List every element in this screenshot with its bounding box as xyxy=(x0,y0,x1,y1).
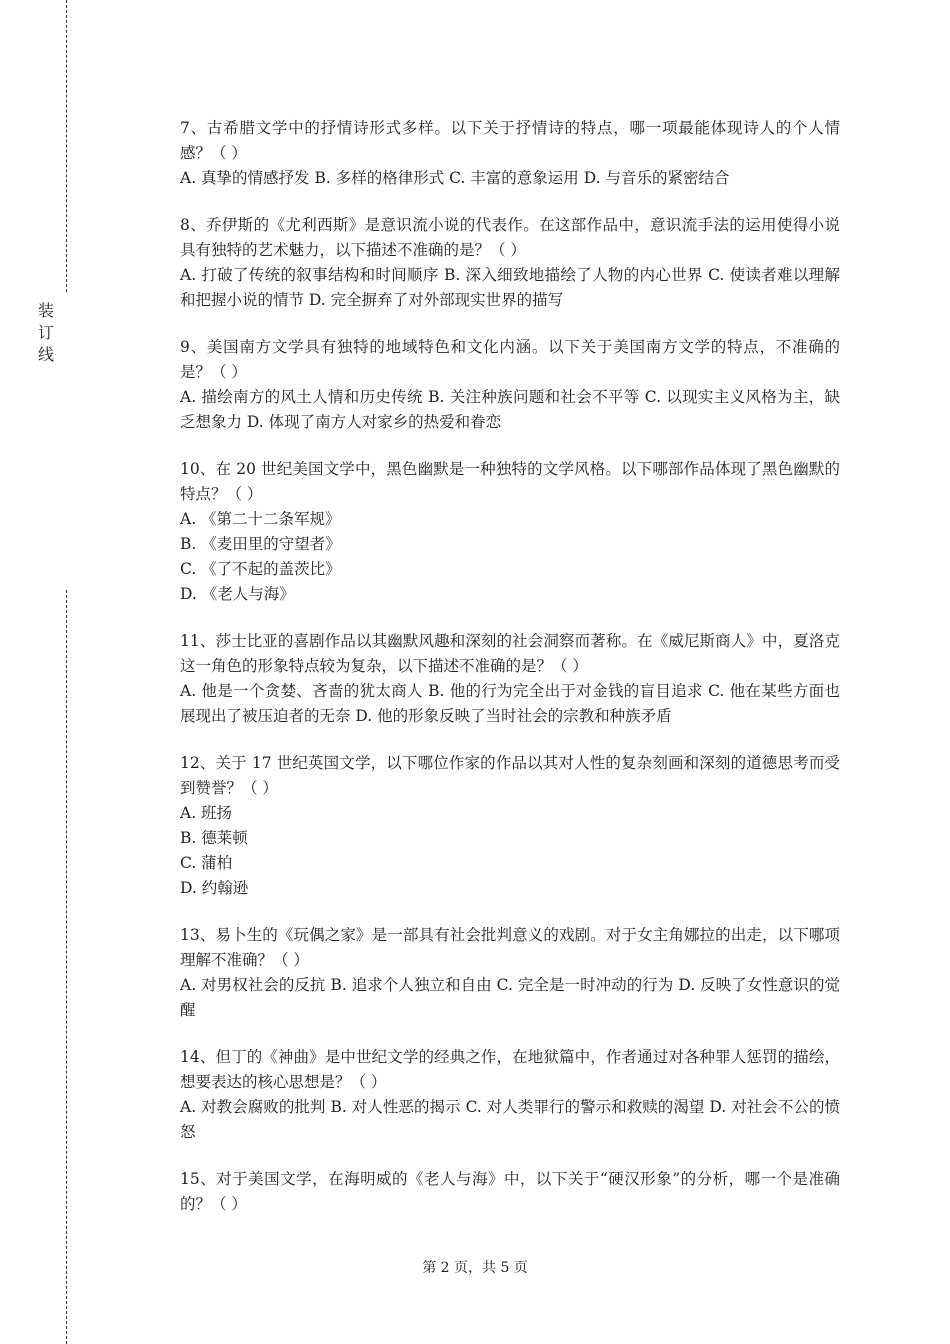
question-options: A. 对男权社会的反抗 B. 追求个人独立和自由 C. 完全是一时冲动的行为 D. 反映了女性意识的觉醒 xyxy=(180,976,840,1019)
question-options: A. 描绘南方的风土人情和历史传统 B. 关注种族问题和社会不平等 C. 以现实主义风格为主，缺乏想象力 D. 体现了南方人对家乡的热爱和眷恋 xyxy=(180,388,840,431)
question-stem: 8、乔伊斯的《尤利西斯》是意识流小说的代表作。在这部作品中，意识流手法的运用使得小说具有独特的艺术魅力，以下描述不准确的是？（ ） xyxy=(180,216,840,259)
option-a: A. 班扬 xyxy=(180,804,233,822)
binding-dashed-line-top xyxy=(66,0,67,292)
question-options: A. 他是一个贪婪、吝啬的犹太商人 B. 他的行为完全出于对金钱的盲目追求 C. 他在某些方面也展现出了被压迫者的无奈 D. 他的形象反映了当时社会的宗教和种族矛盾 xyxy=(180,682,840,725)
question-11 xyxy=(180,629,840,729)
question-7 xyxy=(180,116,840,191)
page-footer: 第 2 页，共 5 页 xyxy=(422,1260,528,1276)
option-a: A. 《第二十二条军规》 xyxy=(180,510,341,528)
question-stem: 11、莎士比亚的喜剧作品以其幽默风趣和深刻的社会洞察而著称。在《威尼斯商人》中，夏洛克这一角色的形象特点较为复杂，以下描述不准确的是？（ ） xyxy=(180,632,840,675)
option-d: D. 约翰逊 xyxy=(180,879,249,897)
question-10 xyxy=(180,457,840,607)
question-options: A. 真挚的情感抒发 B. 多样的格律形式 C. 丰富的意象运用 D. 与音乐的紧密结合 xyxy=(180,169,730,187)
question-stem: 7、古希腊文学中的抒情诗形式多样。以下关于抒情诗的特点，哪一项最能体现诗人的个人情感？（ ） xyxy=(180,119,840,162)
question-options: A. 打破了传统的叙事结构和时间顺序 B. 深入细致地描绘了人物的内心世界 C. 使读者难以理解和把握小说的情节 D. 完全摒弃了对外部现实世界的描写 xyxy=(180,266,840,309)
binding-dashed-line-bottom xyxy=(66,590,67,1344)
question-8 xyxy=(180,213,840,313)
question-stem: 10、在 20 世纪美国文学中，黑色幽默是一种独特的文学风格。以下哪部作品体现了黑色幽默的特点？（ ） xyxy=(180,460,840,503)
question-options: A. 对教会腐败的批判 B. 对人性恶的揭示 C. 对人类罪行的警示和救赎的渴望 D. 对社会不公的愤怒 xyxy=(180,1098,840,1141)
option-c: C. 《了不起的盖茨比》 xyxy=(180,560,341,578)
question-15 xyxy=(180,1167,840,1217)
question-14 xyxy=(180,1045,840,1145)
question-stem: 14、但丁的《神曲》是中世纪文学的经典之作，在地狱篇中，作者通过对各种罪人惩罚的描绘，想要表达的核心思想是？（ ） xyxy=(180,1048,840,1091)
question-12 xyxy=(180,751,840,901)
question-stem: 9、美国南方文学具有独特的地域特色和文化内涵。以下关于美国南方文学的特点，不准确的是？（ ） xyxy=(180,338,840,381)
question-stem: 13、易卜生的《玩偶之家》是一部具有社会批判意义的戏剧。对于女主角娜拉的出走，以下哪项理解不准确？（ ） xyxy=(180,926,840,969)
option-b: B. 德莱顿 xyxy=(180,829,248,847)
question-9 xyxy=(180,335,840,435)
option-c: C. 蒲柏 xyxy=(180,854,233,872)
question-13 xyxy=(180,923,840,1023)
option-d: D. 《老人与海》 xyxy=(180,585,295,603)
question-list xyxy=(180,116,840,1239)
question-stem: 12、关于 17 世纪英国文学，以下哪位作家的作品以其对人性的复杂刻画和深刻的道德思考而受到赞誉？（ ） xyxy=(180,754,840,797)
question-stem: 15、对于美国文学，在海明威的《老人与海》中，以下关于“硬汉形象”的分析，哪一个是准确的？（ ） xyxy=(180,1170,840,1213)
option-b: B. 《麦田里的守望者》 xyxy=(180,535,341,553)
binding-label: 装订线 xyxy=(37,301,54,364)
